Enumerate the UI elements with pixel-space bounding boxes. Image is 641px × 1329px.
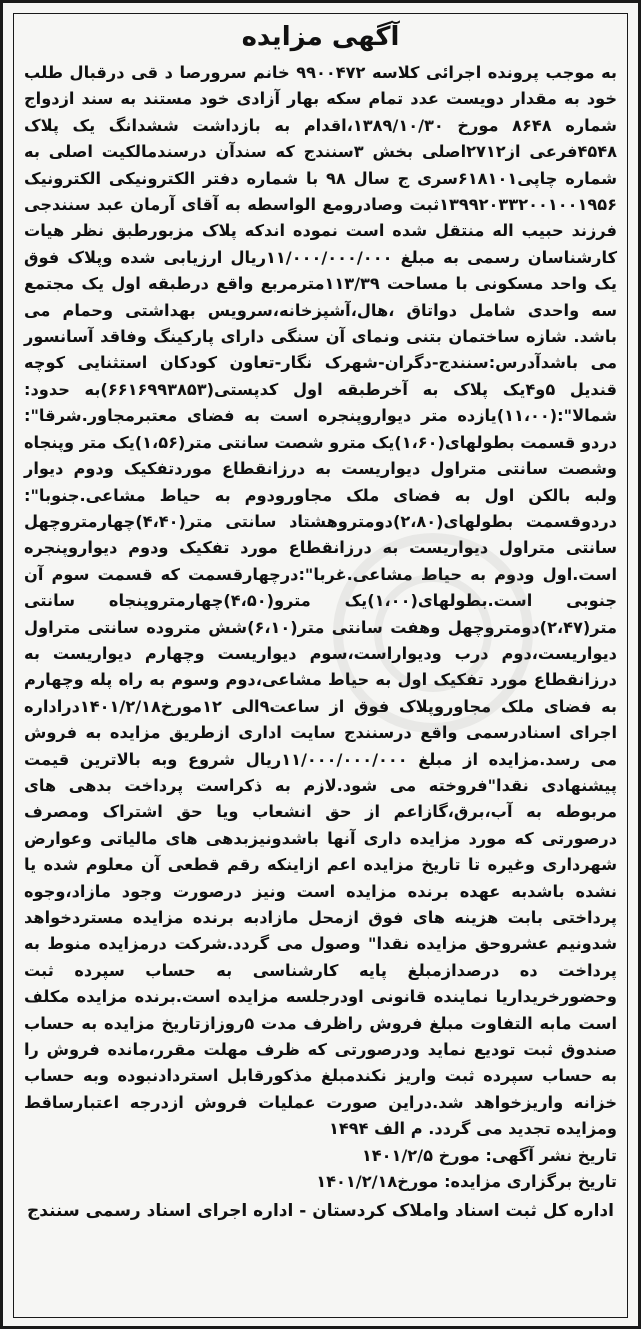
auction-date: تاریخ برگزاری مزایده: مورخ۱۴۰۱/۲/۱۸ — [316, 1172, 617, 1192]
notice-frame — [13, 13, 628, 1318]
notice-footer: اداره کل ثبت اسناد واملاک کردستان - اداره اجرای اسناد رسمی سنندج — [27, 1201, 614, 1222]
publish-date: تاریخ نشر آگهی: مورخ ۱۴۰۱/۲/۵ — [361, 1145, 617, 1165]
notice-body — [24, 60, 617, 1143]
notice-title: آگهی مزایده — [241, 22, 400, 52]
notice-dates — [24, 1143, 617, 1196]
notice-body-text: به موجب پرونده اجرائی کلاسه ۹۹۰۰۴۷۲ خانم سرورصا د قی درقبال طلب خود به مقدار دویست عدد تمام سکه بهار آزادی خود مستند به سند ازدواج شماره ۸۶۴۸ مورخ ۱۳۸۹/۱۰/۳۰،اقدام به بازداشت ششدانگ یک پلاک ۴۵۴۸فرعی از۲۷۱۲اصلی بخش ۳سنندج که سندآن درسندمالکیت اصلی به شماره چاپی۶۱۸۱۰۱سری ج سال ۹۸ با شماره دفتر الکترونیکی الکترونیک ۱۳۹۹۲۰۳۳۲۰۰۱۰۰۱۹۵۶ثبت وصادرومع الواسطه به آقای آرمان عبد سنندجی فرزند حبیب اله منتقل شده است نموده اندکه پلاک مزبورطبق نظر هیات کارشناسان رسمی به مبلغ ۱۱/۰۰۰/۰۰۰/۰۰۰ریال ارزیابی شده وپلاک فوق یک واحد مسکونی با مساحت ۱۱۳/۳۹مترمربع واقع درطبقه اول یک مجتمع سه واحدی شامل دواتاق ،هال،آشپزخانه،سرویس بهداشتی وحمام می باشد. شازه ساختمان بتنی ونمای آن سنگی دارای پارکینگ وفاقد آسانسور می باشدآدرس:سنندج-دگران-شهرک نگار-تعاون کودکان استثنایی کوچه قندیل ۵و۴یک پلاک به آخرطبقه اول کدپستی(۶۶۱۶۹۹۳۸۵۳)به حدود: شمالا":(۱۱،۰۰)یازده متر دیواروپنجره است به فضای معتبرمجاور.شرقا": دردو قسمت بطولهای(۱،۶۰)یک مترو شصت سانتی متر(۱،۵۶)یک متر وپنجاه وشصت سانتی متراول دیواریست به درزانقطاع موردتفکیک ودوم دیوار ولبه بالکن اول به فضای ملک مجاورودوم به حیاط مشاعی.جنوبا": دردوقسمت بطولهای(۲،۸۰)دومتروهشتاد سانتی متر(۴،۴۰)چهارمتروچهل سانتی متراول دیواریست به درزانقطاع مورد تفکیک ودوم دیواروپنجره است.اول ودوم به حیاط مشاعی.غربا":درچهارقسمت که قسمت سوم آن جنوبی است.بطولهای(۱،۰۰)یک مترو(۴،۵۰)چهارمتروپنجاه سانتی متر(۲،۴۷)دومتروچهل وهفت سانتی متر(۶،۱۰)شش متروده سانتی متراول دیواریست،دوم درب ودیواراست،سوم دیواریست وچهارم دیواریست به درزانقطاع مورد تفکیک اول به حیاط مشاعی،دوم وسوم به راه پله وچهارم به فضای ملک مجاوروپلاک فوق از ساعت۹الی ۱۲مورخ۱۴۰۱/۲/۱۸دراداره اجرای اسنادرسمی واقع درسنندج سایت اداری ازطریق مزایده به فروش می رسد.مزایده از مبلغ ۱۱/۰۰۰/۰۰۰/۰۰۰ریال شروع وبه بالاترین قیمت پیشنهادی نقدا"فروخته می شود.لازم به ذکراست پرداخت بدهی های مربوطه به آب،برق،گازاعم از حق انشعاب ویا حق اشتراک ومصرف درصورتی که مورد مزایده داری آنها باشدونیزبدهی های مالیاتی وعوارض شهرداری وغیره تا تاریخ مزایده اعم ازاینکه رقم قطعی آن معلوم شده یا نشده باشدبه عهده برنده مزایده است ونیز درصورت وجود مازاد،وجوه پرداختی بابت هزینه های فوق ازمحل مازادبه برنده مزایده مستردخواهد شدونیم عشروحق مزایده نقدا" وصول می گردد.شرکت درمزایده منوط به پرداخت ده درصدازمبلغ پایه کارشناسی به حساب سپرده ثبت وحضورخریداریا نماینده قانونی اودرجلسه مزایده است.برنده مزایده مکلف است مابه التفاوت مبلغ فروش راظرف مدت ۵روزازتاریخ مزایده به حساب صندوق ثبت تودیع نماید ودرصورتی که ظرف مهلت مقرر،مانده فروش را به حساب سپرده ثبت واریز نکندمبلغ مذکورقابل استردادنبوده وبه حساب خزانه واریزخواهد شد.دراین صورت عملیات فروش ازدرجه اعتبارساقط ومزایده تجدید می گردد. م الف ۱۴۹۴ — [24, 63, 618, 1139]
